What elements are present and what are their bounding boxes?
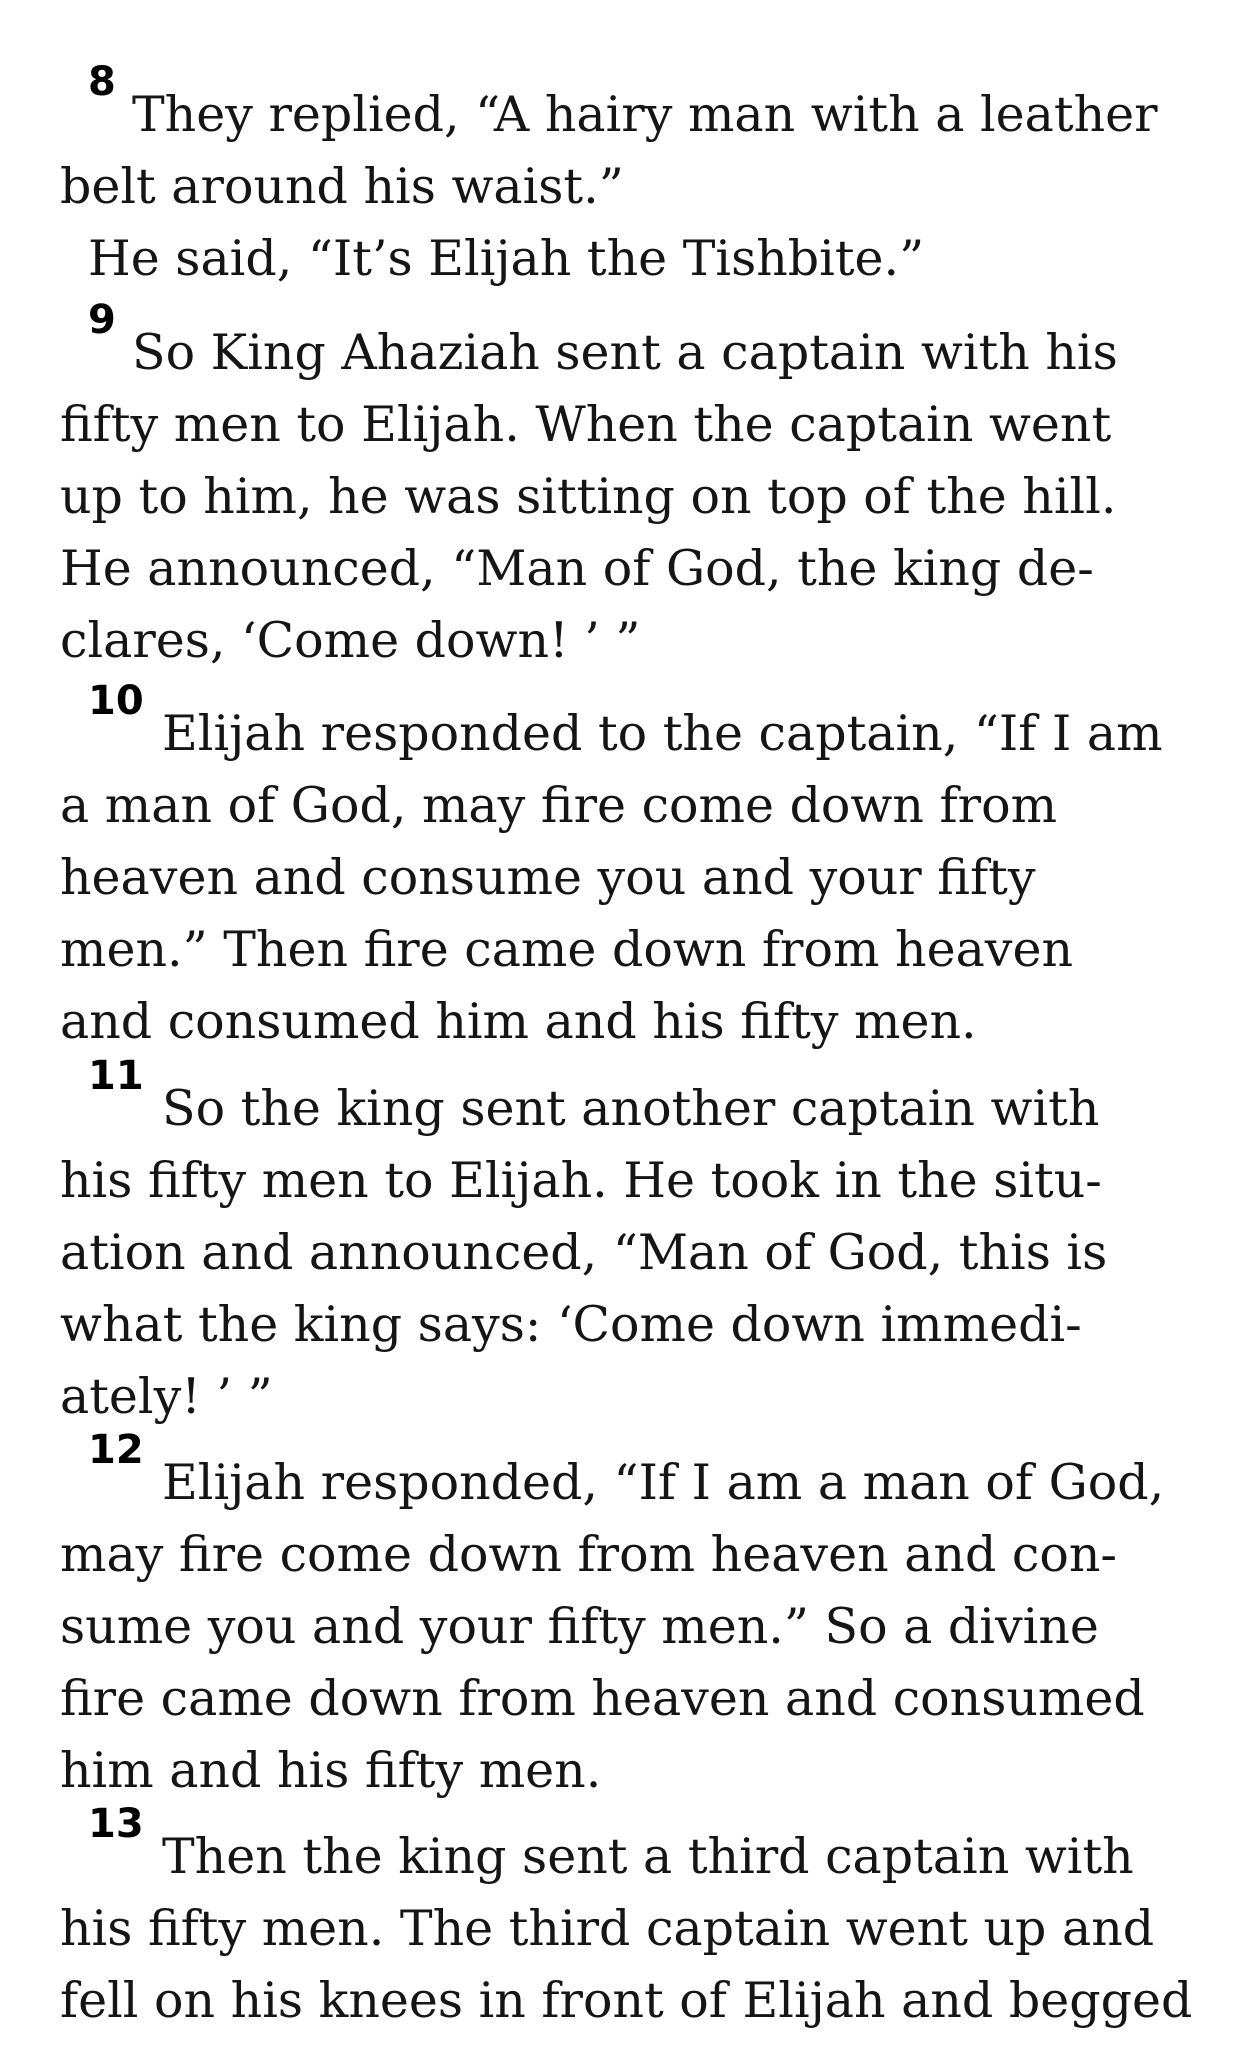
- verse-13-line-1: Then the king sent a third captain with: [162, 1828, 1134, 1885]
- verse-number-8: 8: [88, 59, 116, 105]
- verse-number-13: 13: [88, 1801, 144, 1847]
- verse-11-line-3: ation and announced, “Man of God, this is: [60, 1224, 1108, 1281]
- verse-9-line-3: up to him, he was sitting on top of the hill.: [60, 468, 1117, 525]
- verse-number-11: 11: [88, 1053, 144, 1099]
- verse-11-line-1: So the king sent another captain with: [162, 1080, 1100, 1137]
- verse-10-line-1: Elijah responded to the captain, “If I am: [162, 705, 1163, 762]
- verse-10-line-2: a man of God, may fire come down from: [60, 777, 1058, 834]
- verse-11-line-4: what the king says: ‘Come down immedi-: [60, 1296, 1082, 1353]
- verse-12-line-2: may fire come down from heaven and con-: [60, 1526, 1117, 1583]
- verse-number-9: 9: [88, 297, 116, 343]
- verse-13-line-2: his fifty men. The third captain went up and: [60, 1900, 1155, 1957]
- verse-12-line-3: sume you and your fifty men.” So a divine: [60, 1598, 1099, 1655]
- verse-12-line-5: him and his fifty men.: [60, 1742, 602, 1799]
- verse-8-line-2: belt around his waist.”: [60, 158, 624, 215]
- verse-number-10: 10: [88, 678, 144, 724]
- verse-9-line-5: clares, ‘Come down! ’ ”: [60, 612, 641, 669]
- verse-9-line-2: fifty men to Elijah. When the captain went: [60, 396, 1112, 453]
- verse-9-line-4: He announced, “Man of God, the king de-: [60, 540, 1094, 597]
- verse-11-line-2: his fifty men to Elijah. He took in the situ-: [60, 1152, 1102, 1209]
- verse-10-line-5: and consumed him and his fifty men.: [60, 993, 977, 1050]
- verse-13-line-3: fell on his knees in front of Elijah and begged: [60, 1972, 1193, 2029]
- verse-12-line-1: Elijah responded, “If I am a man of God,: [162, 1454, 1165, 1511]
- verse-number-12: 12: [88, 1427, 144, 1473]
- verse-9-line-1: So King Ahaziah sent a captain with his: [132, 324, 1118, 381]
- verse-12-line-4: fire came down from heaven and consumed: [60, 1670, 1145, 1727]
- verse-10-line-4: men.” Then fire came down from heaven: [60, 921, 1074, 978]
- verse-10-line-3: heaven and consume you and your fifty: [60, 849, 1036, 906]
- paragraph-line-he-said: He said, “It’s Elijah the Tishbite.”: [88, 230, 925, 287]
- verse-8-line-1: They replied, “A hairy man with a leather: [132, 86, 1158, 143]
- verse-11-line-5: ately! ’ ”: [60, 1368, 273, 1425]
